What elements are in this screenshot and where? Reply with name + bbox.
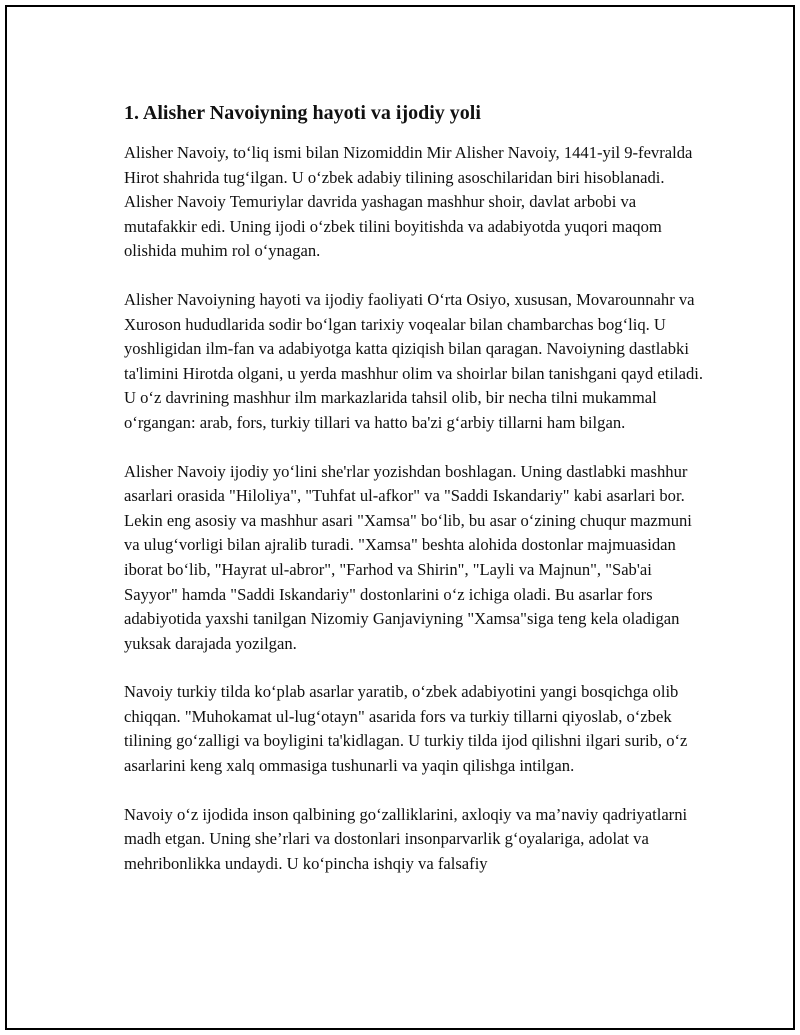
paragraph-2: Alisher Navoiyning hayoti va ijodiy faoliyati O‘rta Osiyo, xususan, Movarounnahr va Xuroson hududlarida sodir bo‘lgan tarixiy voqealar bilan chambarchas bog‘liq. U yoshligidan ilm-fan va adabiyotga katta qiziqish bilan qaragan. Navoiyning dastlabki ta'limini Hirotda olgani, u yerda mashhur olim va shoirlar bilan tanishgani qayd etiladi. U o‘z davrining mashhur ilm markazlarida tahsil olib, bir necha tilni mukammal o‘rgangan: arab, fors, turkiy tillari va hatto ba'zi g‘arbiy tillarni ham bilgan. — [124, 289, 704, 432]
paragraph-4: Navoiy turkiy tilda ko‘plab asarlar yaratib, o‘zbek adabiyotini yangi bosqichga olib chiqqan. "Muhokamat ul-lug‘otayn" asarida fors va turkiy tillarni qiyoslab, o‘zbek tilining go‘zalligi va boyligini ta'kidlagan. U turkiy tilda ijod qilishni ilgari surib, o‘z asarlarini keng xalq ommasiga tushunarli va yaqin qilishga intilgan. — [124, 682, 688, 776]
section-heading: 1. Alisher Navoiyning hayoti va ijodiy yoli — [124, 102, 481, 124]
paragraph-3: Alisher Navoiy ijodiy yo‘lini she'rlar yozishdan boshlagan. Uning dastlabki mashhur asarlari orasida "Hiloliya", "Tuhfat ul-afkor" va "Saddi Iskandariy" kabi asarlari bor. Lekin eng asosiy va mashhur asari "Xamsa" bo‘lib, bu asar o‘zining chuqur mazmuni va ulug‘vorligi bilan ajralib turadi. "Xamsa" beshta alohida dostonlar majmuasidan iborat bo‘lib, "Hayrat ul-abror", "Farhod va Shirin", "Layli va Majnun", "Sab'ai Sayyor" hamda "Saddi Iskandariy" dostonlarini o‘z ichiga oladi. Bu asarlar fors adabiyotida yaxshi tanilgan Nizomiy Ganjaviyning "Xamsa"siga teng kela oladigan yuksak darajada yozilgan. — [124, 461, 692, 653]
document-body — [124, 99, 704, 900]
paragraph-5: Navoiy o‘z ijodida inson qalbining go‘zalliklarini, axloqiy va ma’naviy qadriyatlarni madh etgan. Uning she’rlari va dostonlari insonparvarlik g‘oyalariga, adolat va mehribonlikka undaydi. U ko‘pincha ishqiy va falsafiy — [124, 804, 688, 873]
page-frame — [5, 5, 795, 1030]
paragraph-1: Alisher Navoiy, to‘liq ismi bilan Nizomiddin Mir Alisher Navoiy, 1441-yil 9-fevralda Hirot shahrida tug‘ilgan. U o‘zbek adabiy tilining asoschilaridan biri hisoblanadi. Alisher Navoiy Temuriylar davrida yashagan mashhur shoir, davlat arbobi va mutafakkir edi. Uning ijodi o‘zbek tilini boyitishda va adabiyotda yuqori maqom olishida muhim rol o‘ynagan. — [124, 143, 693, 261]
